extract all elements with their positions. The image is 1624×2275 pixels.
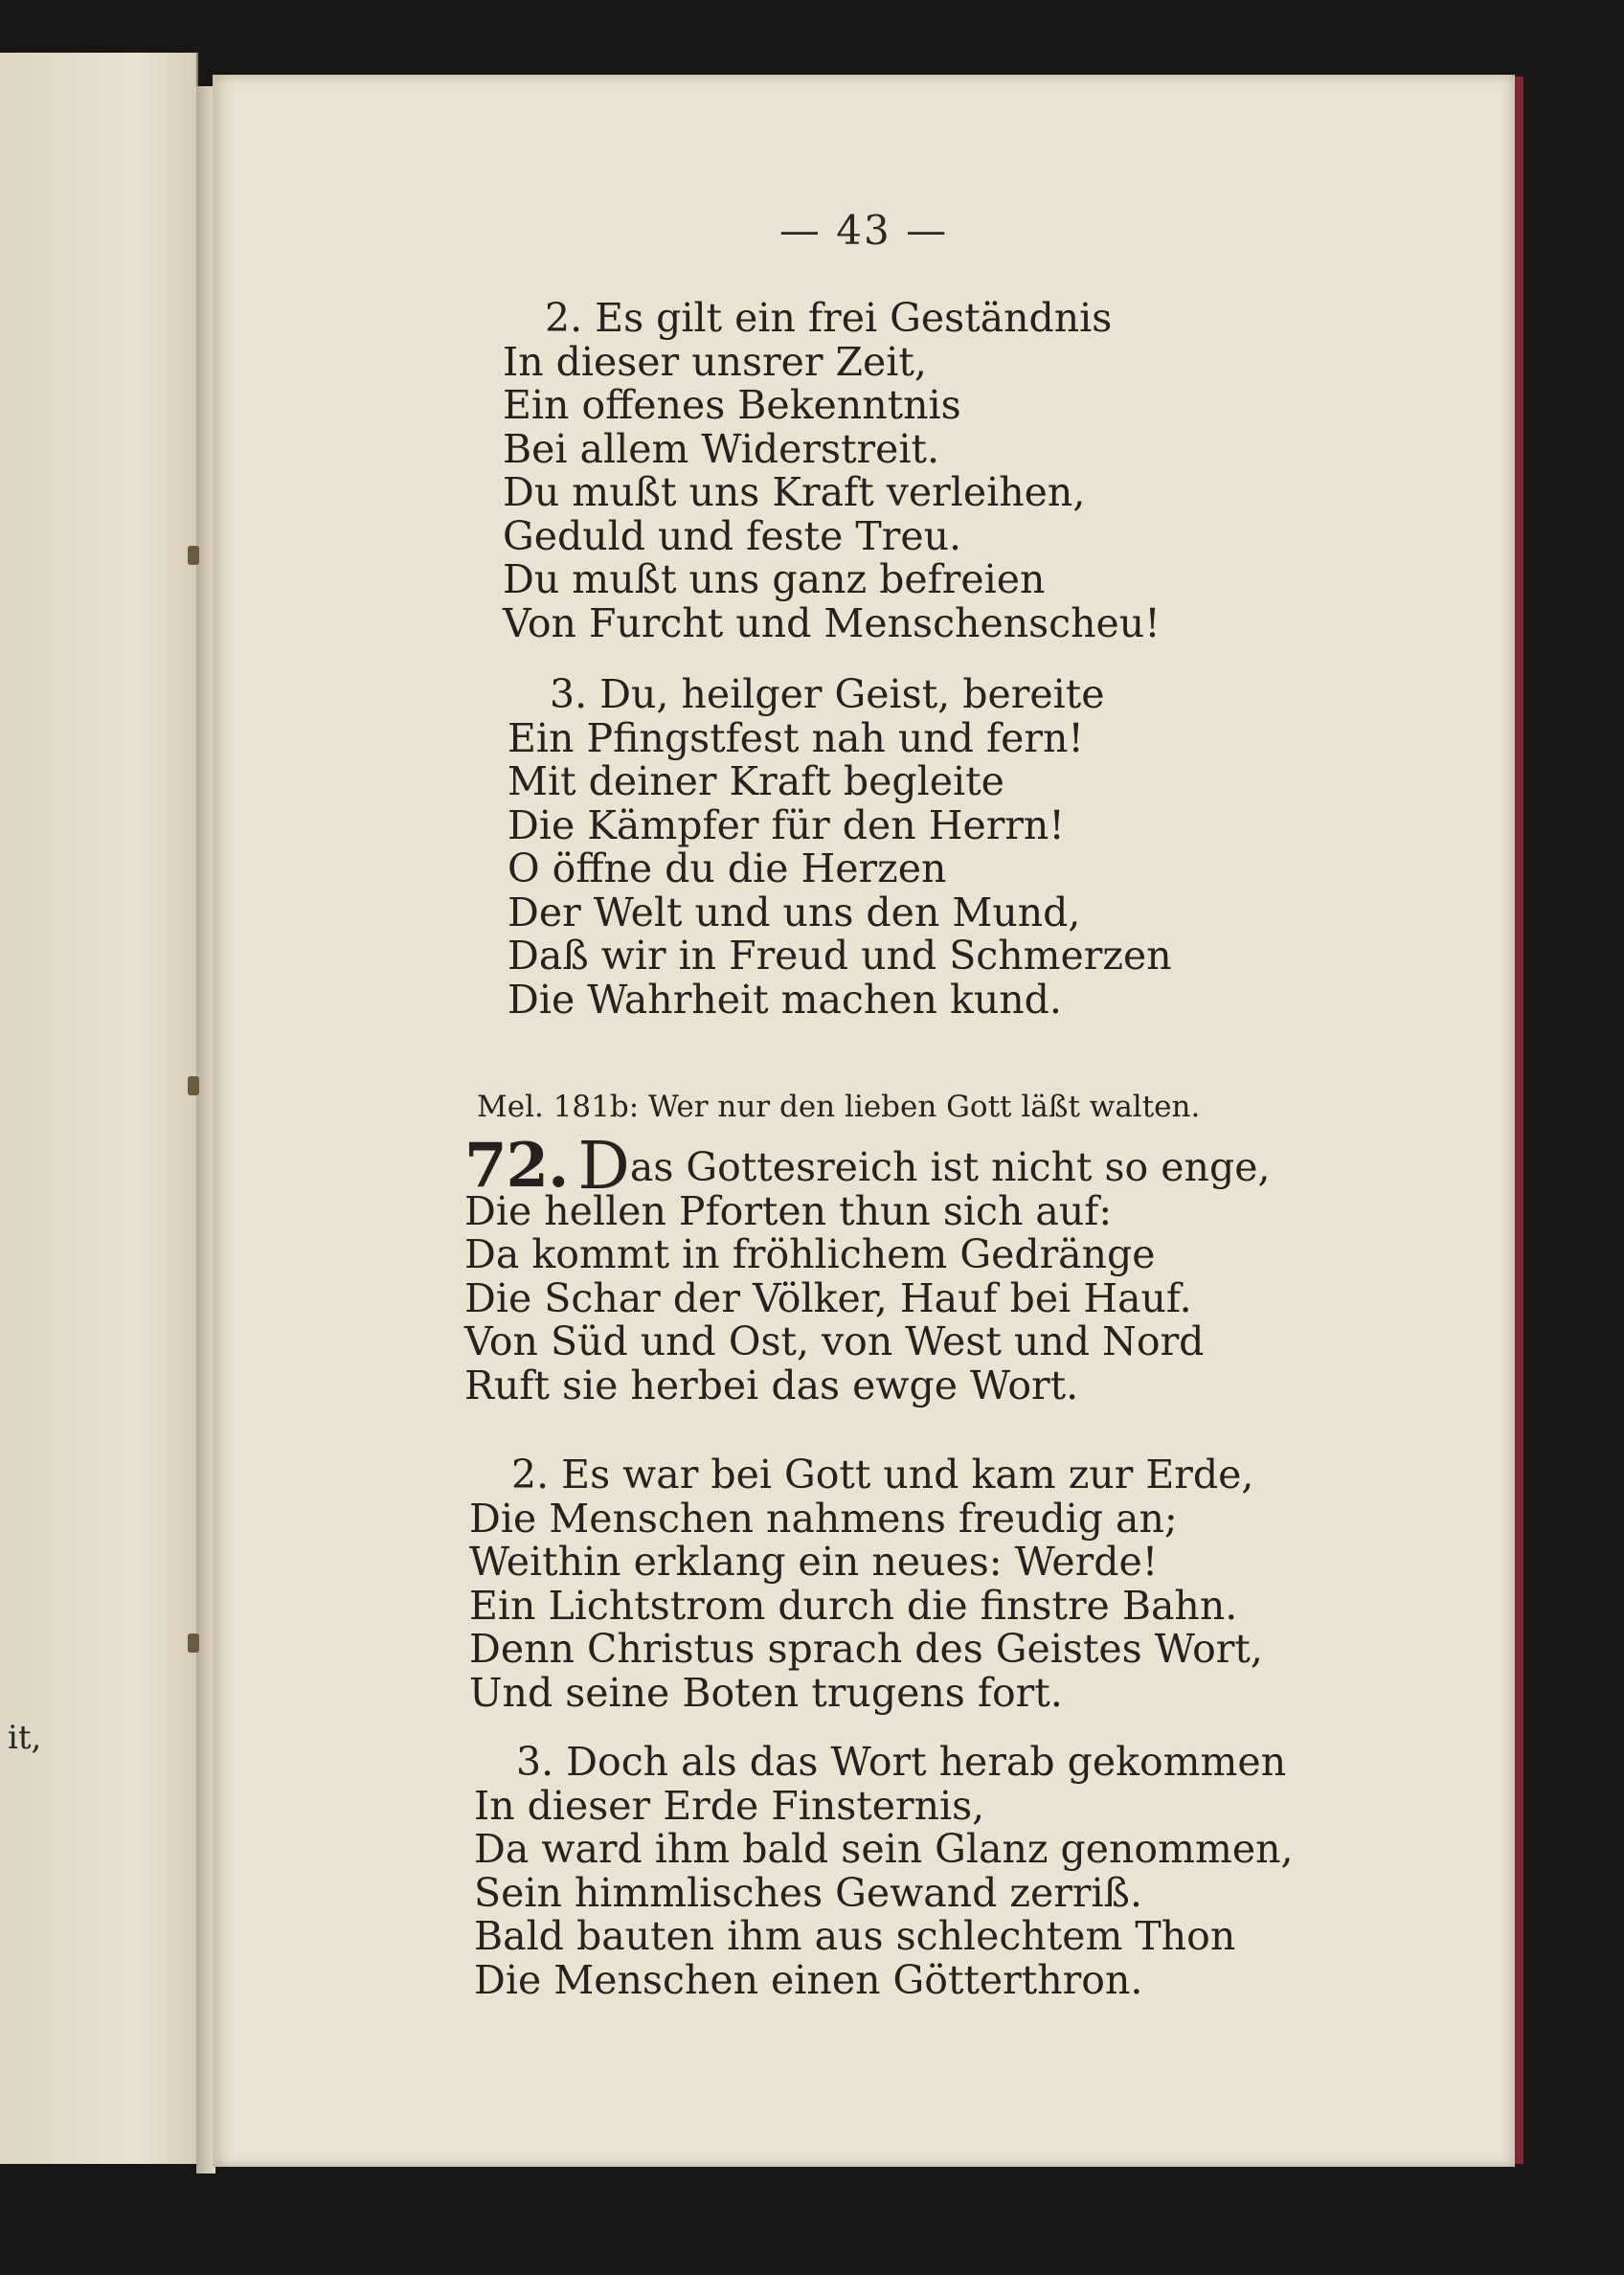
- verse-line: Du mußt uns Kraft verleihen,: [503, 469, 1086, 515]
- verse-line: Da kommt in fröhlichem Gedränge: [464, 1231, 1156, 1277]
- verse-line: 2. Es war bei Gott und kam zur Erde,: [511, 1452, 1254, 1498]
- verse-line: Du mußt uns ganz befreien: [503, 556, 1046, 602]
- page-number: — 43 —: [778, 207, 949, 254]
- verse-line: Ein Pfingstfest nah und fern!: [508, 714, 1084, 761]
- verse-line: Daß wir in Freud und Schmerzen: [508, 933, 1172, 979]
- verse-line: Sein himmlisches Gewand zerriß.: [474, 1869, 1142, 1916]
- verse-line: Die Menschen nahmens freudig an;: [469, 1495, 1178, 1542]
- verse-line: Von Süd und Ost, von West und Nord: [464, 1318, 1205, 1364]
- verse-line: 3. Du, heilger Geist, bereite: [550, 671, 1105, 717]
- left-page: [0, 53, 198, 2164]
- verse-line: Da ward ihm bald sein Glanz genommen,: [474, 1826, 1294, 1872]
- verse-line: Bald bauten ihm aus schlechtem Thon: [474, 1913, 1236, 1959]
- binding-stitch: [188, 1633, 199, 1653]
- verse-line: In dieser unsrer Zeit,: [503, 338, 927, 385]
- verse-line: In dieser Erde Finsternis,: [474, 1782, 985, 1829]
- verse-line: Der Welt und uns den Mund,: [508, 889, 1081, 935]
- stanza-2-top: [503, 297, 1161, 645]
- verse-line: Mit deiner Kraft begleite: [508, 758, 1004, 804]
- verse-line: Die Menschen einen Götterthron.: [474, 1956, 1143, 2003]
- stanza-2-bottom: [469, 1453, 1263, 1715]
- verse-line: Von Furcht und Menschenscheu!: [503, 599, 1161, 646]
- binding-stitch: [188, 546, 199, 565]
- page-edge: [1515, 77, 1523, 2164]
- verse-line: Bei allem Widerstreit.: [503, 425, 940, 472]
- left-page-fragment: it,: [8, 1719, 42, 1757]
- verse-line: Die Kämpfer für den Herrn!: [508, 801, 1065, 848]
- drop-initial: D: [577, 1129, 630, 1205]
- binding-stitch: [188, 1076, 199, 1095]
- verse-line: Und seine Boten trugens fort.: [469, 1669, 1063, 1716]
- verse-line: Die Schar der Völker, Hauf bei Hauf.: [464, 1274, 1192, 1321]
- verse-line: Ruft sie herbei das ewge Wort.: [464, 1362, 1079, 1408]
- verse-line: O öffne du die Herzen: [508, 845, 947, 891]
- verse-line: 2. Es gilt ein frei Geständnis: [545, 295, 1113, 341]
- hymn-number: 72.: [464, 1130, 569, 1202]
- verse-line: Ein offenes Bekenntnis: [503, 382, 961, 428]
- verse-line: Die hellen Pforten thun sich auf:: [464, 1187, 1113, 1234]
- stanza-3-bottom: [474, 1741, 1294, 2002]
- hymn-72: [464, 1129, 1271, 1408]
- verse-line: Ein Lichtstrom durch die finstre Bahn.: [469, 1582, 1238, 1629]
- verse-line: Weithin erklang ein neues: Werde!: [469, 1539, 1159, 1585]
- verse-line: Die Wahrheit machen kund.: [508, 976, 1062, 1023]
- melody-note: Mel. 181b: Wer nur den lieben Gott läßt walten.: [477, 1090, 1201, 1124]
- verse-line: as Gottesreich ist nicht so enge,: [629, 1144, 1271, 1190]
- stanza-3-top: [508, 673, 1172, 1022]
- verse-line: Geduld und feste Treu.: [503, 512, 962, 559]
- verse-line: 3. Doch als das Wort herab gekommen: [516, 1739, 1287, 1785]
- verse-line: Denn Christus sprach des Geistes Wort,: [469, 1626, 1263, 1672]
